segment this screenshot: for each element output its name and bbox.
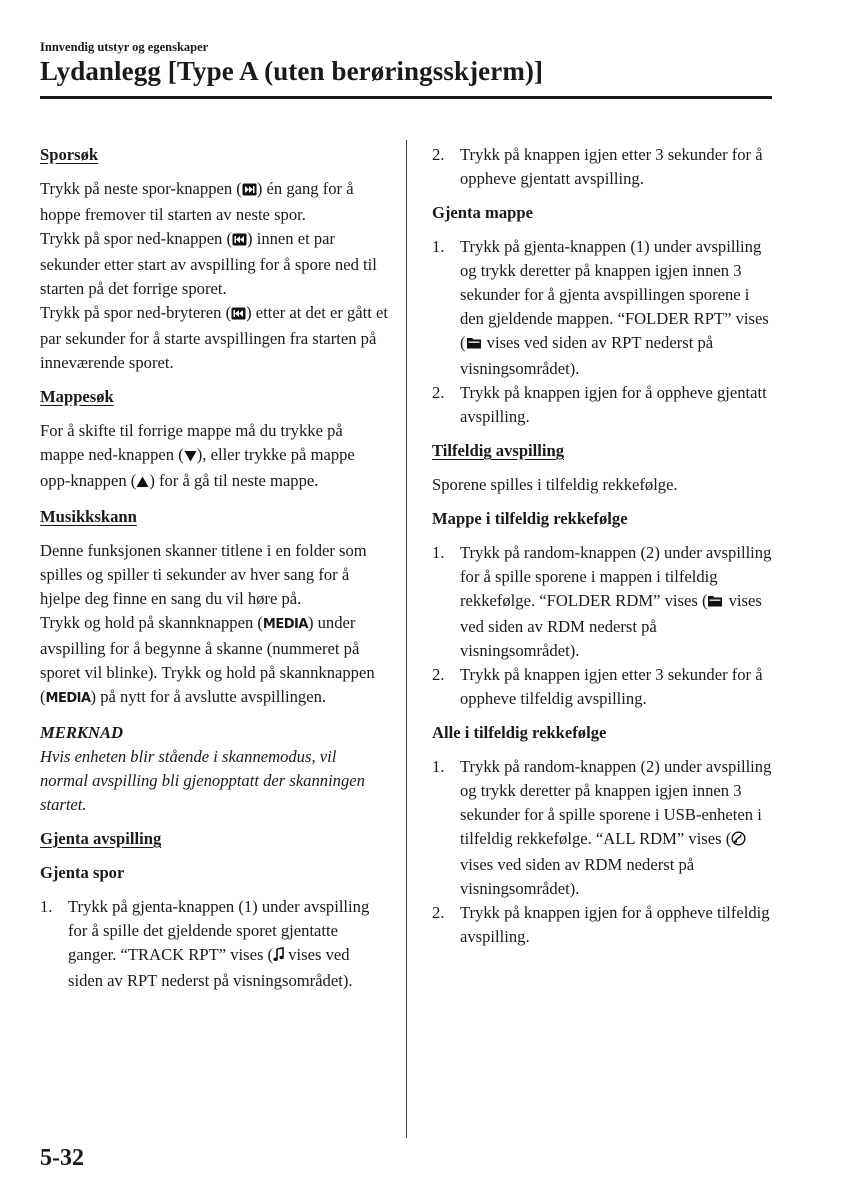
media-button-label: MEDIA <box>45 691 91 706</box>
folder-icon <box>707 591 724 615</box>
page-number: 5-32 <box>40 1145 84 1171</box>
right-column <box>432 143 777 959</box>
next-track-icon <box>242 179 257 203</box>
musikkskann-paragraph-2: Trykk og hold på skannknappen (MEDIA) under avspilling for å begynne å skanne (nummeret på sporet vil blinke). Trykk og hold på skannknappen (MEDIA) på nytt for å avslutte avspillingen. <box>40 613 375 706</box>
list-item: 1. Trykk på random-knappen (2) under avspilling for å spille sporene i mappen i tilfeldig rekkefølge. “FOLDER RDM” vises ( vises ved siden av RDM nederst på visningsområdet). <box>432 543 772 660</box>
music-note-icon <box>273 945 284 969</box>
previous-track-icon <box>232 229 247 253</box>
heading-musikkskann: Musikkskann <box>40 507 137 526</box>
left-column <box>40 143 388 1003</box>
up-triangle-icon <box>136 471 149 495</box>
subheading-alle-tilfeldig: Alle i tilfeldig rekkefølge <box>432 723 607 742</box>
previous-track-icon <box>231 303 246 327</box>
mappe-tilfeldig-steps <box>432 541 777 711</box>
column-divider <box>406 140 407 1138</box>
gjenta-mappe-steps <box>432 235 777 429</box>
list-item: 2. Trykk på knappen igjen for å oppheve gjentatt avspilling. <box>432 383 767 426</box>
alle-tilfeldig-steps <box>432 755 777 949</box>
folder-icon <box>466 333 483 357</box>
musikkskann-paragraph-1: Denne funksjonen skanner titlene i en folder som spilles og spiller ti sekunder av hver sang for å hjelpe deg finne en sang du vil høre på. <box>40 541 367 608</box>
subheading-mappe-tilfeldig: Mappe i tilfeldig rekkefølge <box>432 509 628 528</box>
media-button-label: MEDIA <box>262 617 308 632</box>
gjenta-spor-steps-continued <box>432 143 777 191</box>
disc-random-icon <box>731 829 746 853</box>
page-title: Lydanlegg [Type A (uten berøringsskjerm)] <box>40 56 544 86</box>
tilfeldig-paragraph: Sporene spilles i tilfeldig rekkefølge. <box>432 475 678 494</box>
title-rule <box>40 96 772 99</box>
section-label: Innvendig utstyr og egenskaper <box>40 40 209 54</box>
list-item: 1. Trykk på gjenta-knappen (1) under avspilling for å spille det gjeldende sporet gjentatte ganger. “TRACK RPT” vises ( vises ved siden av RPT nederst på visningsområdet). <box>40 897 370 990</box>
list-item: 1. Trykk på random-knappen (2) under avspilling og trykk deretter på knappen igjen innen 3 sekunder for å spille sporene i USB-enheten i tilfeldig rekkefølge. “ALL RDM” vises ( vises ved siden av RDM nederst på visningsområdet). <box>432 757 772 898</box>
mappesok-paragraph: For å skifte til forrige mappe må du trykke på mappe ned-knappen ( ), eller trykke på mappe opp-knappen ( ) for å gå til neste mappe. <box>40 419 388 495</box>
list-item: 2. Trykk på knappen igjen etter 3 sekunder for å oppheve tilfeldig avspilling. <box>432 665 763 708</box>
subheading-gjenta-spor: Gjenta spor <box>40 863 125 882</box>
sporsok-paragraph-2: Trykk på spor ned-knappen ( ) innen et par sekunder etter start av avspilling for å spore ned til starten på det forrige sporet. <box>40 229 377 298</box>
heading-tilfeldig-avspilling: Tilfeldig avspilling <box>432 441 565 460</box>
gjenta-spor-steps <box>40 895 388 993</box>
subheading-gjenta-mappe: Gjenta mappe <box>432 203 533 222</box>
list-item: 2. Trykk på knappen igjen etter 3 sekunder for å oppheve gjentatt avspilling. <box>432 145 763 188</box>
heading-sporsok: Sporsøk <box>40 145 99 164</box>
note-title: MERKNAD <box>40 723 123 742</box>
heading-mappesok: Mappesøk <box>40 387 114 406</box>
heading-gjenta-avspilling: Gjenta avspilling <box>40 829 162 848</box>
down-triangle-icon <box>184 445 197 469</box>
note-text: Hvis enheten blir stående i skannemodus, vil normal avspilling bli gjenopptatt der skanningen startet. <box>40 747 365 814</box>
list-item: 1. Trykk på gjenta-knappen (1) under avspilling og trykk deretter på knappen igjen innen 3 sekunder for å gjenta avspillingen sporene i den gjeldende mappen. “FOLDER RPT” vises ( vises ved siden av RPT nederst på visningsområdet). <box>432 237 769 378</box>
sporsok-paragraph-3: Trykk på spor ned-bryteren ( ) etter at det er gått et par sekunder for å starte avspillingen fra starten på inneværende sporet. <box>40 303 388 372</box>
sporsok-paragraph-1: Trykk på neste spor-knappen ( ) én gang for å hoppe fremover til starten av neste spor. <box>40 179 354 224</box>
list-item: 2. Trykk på knappen igjen for å oppheve tilfeldig avspilling. <box>432 903 770 946</box>
